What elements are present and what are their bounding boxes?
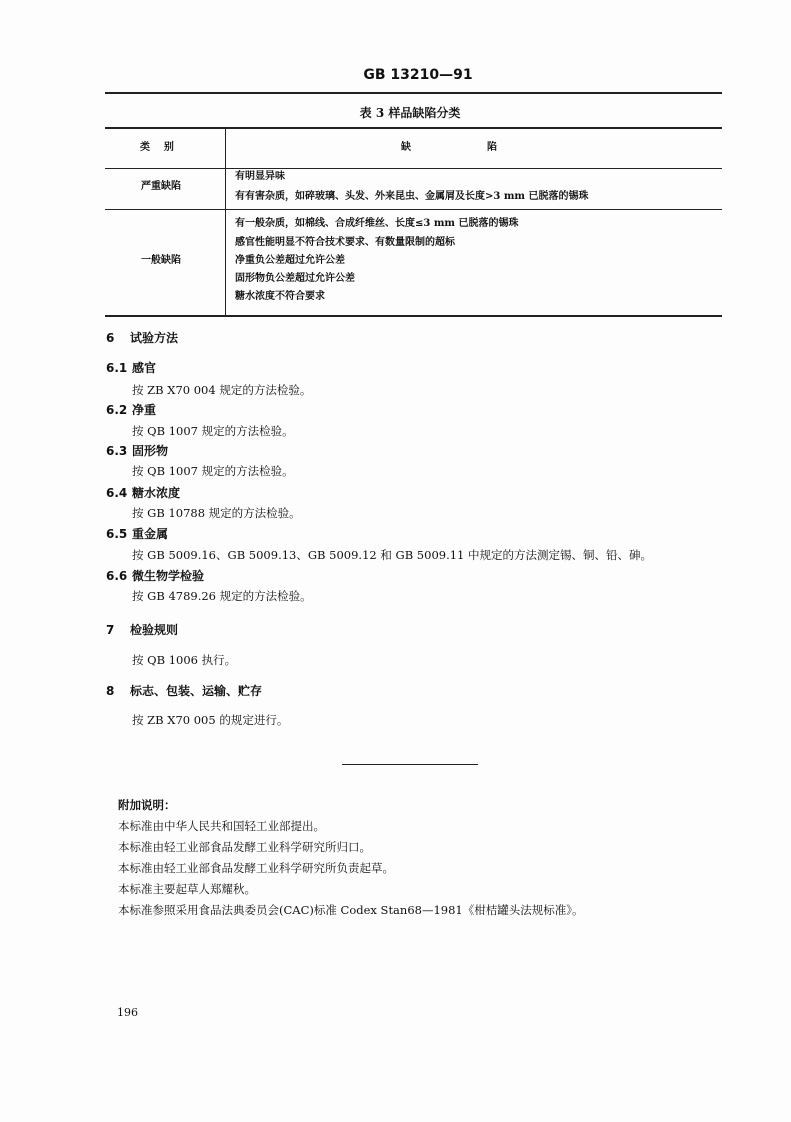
section-6-1-body: 按 ZB X70 004 规定的方法检验。	[132, 383, 312, 397]
table-header-rule	[105, 168, 722, 169]
table-column-divider	[225, 128, 226, 316]
defect-item: 感官性能明显不符合技术要求、有数量限制的超标	[235, 237, 455, 248]
section-6-6-body: 按 GB 4789.26 规定的方法检验。	[132, 589, 312, 603]
notes-title: 附加说明：	[118, 798, 176, 812]
section-8-body: 按 ZB X70 005 的规定进行。	[132, 713, 289, 727]
section-title: 净重	[132, 403, 157, 417]
section-number: 6.2	[106, 403, 128, 417]
end-rule	[342, 764, 478, 765]
section-6-4-body: 按 GB 10788 规定的方法检验。	[132, 506, 301, 520]
column-header-defect-1: 缺	[401, 142, 411, 153]
section-6-5-heading	[106, 528, 168, 540]
section-6-3-body: 按 QB 1007 规定的方法检验。	[132, 464, 294, 478]
section-6-1-heading	[106, 362, 156, 374]
section-number: 6.3	[106, 444, 128, 458]
note-line: 本标准由中华人民共和国轻工业部提出。	[118, 819, 325, 833]
defect-item: 固形物负公差超过允许公差	[235, 273, 355, 284]
section-title: 固形物	[132, 444, 169, 458]
section-6-6-heading	[106, 570, 204, 582]
defect-item: 有有害杂质，如碎玻璃、头发、外来昆虫、金属屑及长度>3 mm 已脱落的锡珠	[235, 191, 589, 202]
standard-number-header: GB 13210—91	[363, 67, 473, 83]
page-number: 196	[117, 1006, 138, 1019]
category-general: 一般缺陷	[141, 255, 181, 266]
section-6-5-body: 按 GB 5009.16、GB 5009.13、GB 5009.12 和 GB 5009.11 中规定的方法测定锡、铜、铅、砷。	[132, 548, 653, 562]
section-title: 标志、包装、运输、贮存	[130, 684, 263, 698]
table-caption: 表 3 样品缺陷分类	[359, 106, 461, 120]
table-bottom-rule	[105, 315, 722, 317]
section-number: 6.1	[106, 361, 128, 375]
section-number: 8	[106, 684, 115, 698]
section-6-2-heading	[106, 404, 156, 416]
section-number: 6.4	[106, 486, 128, 500]
section-number: 6.5	[106, 527, 128, 541]
section-6-2-body: 按 QB 1007 规定的方法检验。	[132, 424, 294, 438]
defect-item: 净重负公差超过允许公差	[235, 255, 345, 266]
note-line: 本标准主要起草人郑耀秋。	[118, 882, 256, 896]
section-title: 感官	[132, 361, 157, 375]
defect-item: 糖水浓度不符合要求	[235, 291, 325, 302]
section-7-body: 按 QB 1006 执行。	[132, 653, 237, 667]
section-7-heading	[106, 624, 178, 636]
section-title: 试验方法	[130, 331, 179, 345]
note-line: 本标准由轻工业部食品发酵工业科学研究所归口。	[118, 840, 371, 854]
header-rule	[105, 92, 722, 94]
table-row-rule	[105, 209, 722, 210]
section-number: 6	[106, 331, 115, 345]
note-line: 本标准参照采用食品法典委员会(CAC)标准 Codex Stan68—1981《柑桔罐头法规标准》。	[118, 903, 584, 917]
category-severe: 严重缺陷	[141, 181, 181, 192]
section-number: 7	[106, 623, 115, 637]
note-line: 本标准由轻工业部食品发酵工业科学研究所负责起草。	[118, 861, 394, 875]
section-title: 微生物学检验	[132, 569, 205, 583]
column-header-category: 类 别	[140, 142, 174, 153]
section-6-4-heading	[106, 487, 180, 499]
defect-item: 有明显异味	[235, 171, 285, 182]
section-number: 6.6	[106, 569, 128, 583]
section-8-heading	[106, 685, 262, 697]
defect-item: 有一般杂质，如棉线、合成纤维丝、长度≤3 mm 已脱落的锡珠	[235, 218, 519, 229]
section-title: 检验规则	[130, 623, 179, 637]
section-title: 糖水浓度	[132, 486, 181, 500]
section-6-3-heading	[106, 445, 168, 457]
section-6-heading	[106, 332, 178, 344]
section-title: 重金属	[132, 527, 169, 541]
table-top-rule	[105, 127, 722, 129]
column-header-defect-2: 陷	[487, 142, 497, 153]
